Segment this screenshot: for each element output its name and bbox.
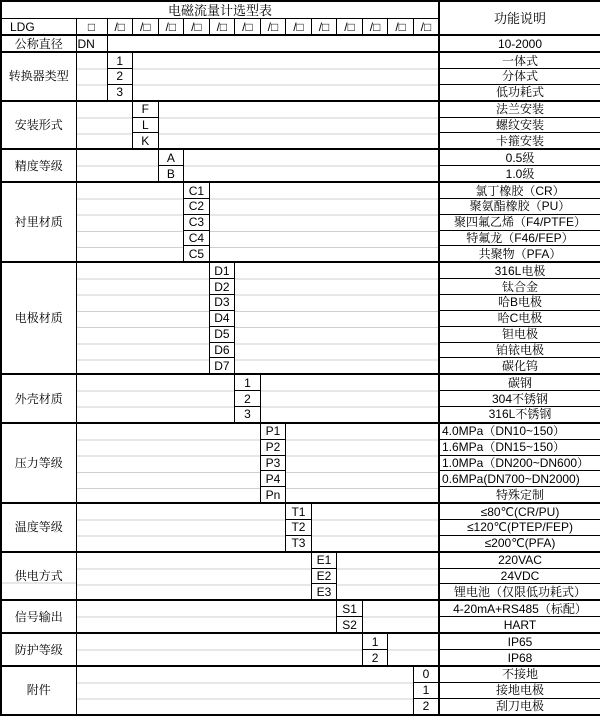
code-cell: 2 bbox=[413, 698, 439, 715]
desc-cell: 刮刀电极 bbox=[439, 698, 600, 715]
desc-cell: 316L不锈钢 bbox=[439, 406, 600, 422]
code-cell: Pn bbox=[260, 487, 286, 503]
code-cell: P2 bbox=[260, 439, 286, 455]
section-label: 安装形式 bbox=[1, 101, 76, 150]
code-cell: D5 bbox=[209, 326, 235, 342]
empty-area bbox=[76, 149, 158, 182]
code-cell: D1 bbox=[209, 262, 235, 278]
desc-cell: 钽电极 bbox=[439, 326, 600, 342]
model-slot-box: /□ bbox=[133, 19, 159, 35]
desc-cell: 哈C电极 bbox=[439, 310, 600, 326]
desc-cell: 220VAC bbox=[439, 552, 600, 568]
section-label: 附件 bbox=[1, 666, 76, 715]
desc-cell: 锂电池（仅限低功耗式） bbox=[439, 584, 600, 600]
empty-area bbox=[76, 503, 286, 552]
desc-cell: 卡箍安装 bbox=[439, 133, 600, 149]
empty-area bbox=[388, 633, 439, 666]
code-cell: D3 bbox=[209, 295, 235, 311]
desc-cell: 1.6MPa（DN15~150） bbox=[439, 439, 600, 455]
code-cell: 3 bbox=[107, 84, 133, 100]
code-cell: C4 bbox=[184, 230, 210, 246]
model-base-box: □ bbox=[76, 19, 107, 35]
desc-cell: 不接地 bbox=[439, 666, 600, 682]
empty-area bbox=[133, 52, 439, 101]
code-cell: T3 bbox=[286, 535, 312, 551]
desc-cell: 氯丁橡胶（CR） bbox=[439, 182, 600, 198]
code-cell: 2 bbox=[235, 391, 261, 407]
model-slot-box: /□ bbox=[362, 19, 388, 35]
desc-cell: 一体式 bbox=[439, 52, 600, 68]
section-label: 公称直径 bbox=[1, 35, 76, 52]
section-label: 压力等级 bbox=[1, 423, 76, 503]
desc-cell: 聚氨酯橡胶（PU） bbox=[439, 199, 600, 215]
section-label: 精度等级 bbox=[1, 149, 76, 182]
code-cell: D4 bbox=[209, 310, 235, 326]
desc-cell: ≤200℃(PFA) bbox=[439, 535, 600, 551]
model-slot-box: /□ bbox=[184, 19, 210, 35]
code-cell: E1 bbox=[311, 552, 337, 568]
empty-area bbox=[107, 35, 439, 52]
desc-cell: 低功耗式 bbox=[439, 84, 600, 100]
empty-area bbox=[362, 600, 439, 633]
desc-cell: 0.5级 bbox=[439, 149, 600, 165]
code-cell: F bbox=[133, 101, 159, 117]
code-cell: DN bbox=[76, 35, 107, 52]
code-cell: C1 bbox=[184, 182, 210, 198]
code-cell: L bbox=[133, 117, 159, 133]
desc-cell: 4.0MPa（DN10~150） bbox=[439, 423, 600, 439]
empty-area bbox=[76, 666, 413, 715]
model-slot-box: /□ bbox=[235, 19, 261, 35]
model-slot-box: /□ bbox=[311, 19, 337, 35]
empty-area bbox=[311, 503, 439, 552]
section-label: 衬里材质 bbox=[1, 182, 76, 262]
code-cell: S2 bbox=[337, 617, 363, 633]
code-cell: 2 bbox=[362, 650, 388, 666]
code-cell: E2 bbox=[311, 568, 337, 584]
code-cell: P1 bbox=[260, 423, 286, 439]
desc-cell: 4-20mA+RS485（标配） bbox=[439, 600, 600, 616]
desc-cell: 24VDC bbox=[439, 568, 600, 584]
code-cell: D6 bbox=[209, 342, 235, 358]
code-cell: P3 bbox=[260, 455, 286, 471]
desc-cell: IP65 bbox=[439, 633, 600, 649]
empty-area bbox=[76, 552, 311, 601]
desc-cell: 10-2000 bbox=[439, 35, 600, 52]
desc-cell: 分体式 bbox=[439, 68, 600, 84]
model-slot-box: /□ bbox=[158, 19, 184, 35]
code-cell: A bbox=[158, 149, 184, 165]
code-cell: T1 bbox=[286, 503, 312, 519]
model-prefix: LDG bbox=[1, 19, 76, 35]
empty-area bbox=[286, 423, 439, 503]
desc-cell: 共聚物（PFA） bbox=[439, 246, 600, 262]
desc-cell: 哈B电极 bbox=[439, 295, 600, 311]
empty-area bbox=[184, 149, 439, 182]
desc-cell: 0.6MPa(DN700~DN2000) bbox=[439, 471, 600, 487]
desc-cell: 螺纹安装 bbox=[439, 117, 600, 133]
section-label: 供电方式 bbox=[1, 552, 76, 601]
desc-cell: 接地电极 bbox=[439, 682, 600, 698]
empty-area bbox=[76, 182, 184, 262]
code-cell: 3 bbox=[235, 406, 261, 422]
model-slot-box: /□ bbox=[388, 19, 414, 35]
model-slot-box: /□ bbox=[260, 19, 286, 35]
code-cell: 2 bbox=[107, 68, 133, 84]
code-cell: E3 bbox=[311, 584, 337, 600]
desc-cell: ≤80℃(CR/PU) bbox=[439, 503, 600, 519]
code-cell: B bbox=[158, 166, 184, 182]
function-column-header: 功能说明 bbox=[439, 1, 600, 35]
code-cell: D2 bbox=[209, 279, 235, 295]
code-cell: D7 bbox=[209, 358, 235, 374]
model-slot-box: /□ bbox=[337, 19, 363, 35]
empty-area bbox=[76, 633, 362, 666]
model-slot-box: /□ bbox=[107, 19, 133, 35]
code-cell: S1 bbox=[337, 600, 363, 616]
desc-cell: 特氟龙（F46/FEP） bbox=[439, 230, 600, 246]
desc-cell: IP68 bbox=[439, 650, 600, 666]
code-cell: 1 bbox=[413, 682, 439, 698]
section-label: 信号输出 bbox=[1, 600, 76, 633]
desc-cell: 特殊定制 bbox=[439, 487, 600, 503]
code-cell: T2 bbox=[286, 520, 312, 536]
code-cell: K bbox=[133, 133, 159, 149]
desc-cell: 碳钢 bbox=[439, 374, 600, 390]
empty-area bbox=[337, 552, 439, 601]
section-label: 转换器类型 bbox=[1, 52, 76, 101]
model-slot-box: /□ bbox=[286, 19, 312, 35]
code-cell: 1 bbox=[362, 633, 388, 649]
empty-area bbox=[158, 101, 439, 150]
empty-area bbox=[235, 262, 439, 374]
page-title: 电磁流量计选型表 bbox=[1, 1, 439, 19]
code-cell: P4 bbox=[260, 471, 286, 487]
empty-area bbox=[76, 101, 133, 150]
code-cell: 1 bbox=[107, 52, 133, 68]
desc-cell: 304不锈钢 bbox=[439, 391, 600, 407]
empty-area bbox=[260, 374, 439, 423]
section-label: 电极材质 bbox=[1, 262, 76, 374]
desc-cell: 1.0MPa（DN200~DN600） bbox=[439, 455, 600, 471]
desc-cell: 聚四氟乙烯（F4/PTFE） bbox=[439, 214, 600, 230]
empty-area bbox=[76, 423, 260, 503]
code-cell: 1 bbox=[235, 374, 261, 390]
code-cell: 0 bbox=[413, 666, 439, 682]
section-label: 防护等级 bbox=[1, 633, 76, 666]
desc-cell: 316L电极 bbox=[439, 262, 600, 278]
code-cell: C2 bbox=[184, 199, 210, 215]
empty-area bbox=[209, 182, 439, 262]
desc-cell: HART bbox=[439, 617, 600, 633]
section-label: 温度等级 bbox=[1, 503, 76, 552]
model-slot-box: /□ bbox=[209, 19, 235, 35]
desc-cell: ≤120℃(PTEP/FEP) bbox=[439, 520, 600, 536]
empty-area bbox=[76, 374, 235, 423]
desc-cell: 钛合金 bbox=[439, 279, 600, 295]
desc-cell: 法兰安装 bbox=[439, 101, 600, 117]
section-label: 外壳材质 bbox=[1, 374, 76, 423]
desc-cell: 碳化钨 bbox=[439, 358, 600, 374]
desc-cell: 铂铱电极 bbox=[439, 342, 600, 358]
empty-area bbox=[76, 600, 337, 633]
code-cell: C3 bbox=[184, 214, 210, 230]
model-slot-box: /□ bbox=[413, 19, 439, 35]
empty-area bbox=[76, 52, 107, 101]
empty-area bbox=[76, 262, 209, 374]
code-cell: C5 bbox=[184, 246, 210, 262]
desc-cell: 1.0级 bbox=[439, 166, 600, 182]
